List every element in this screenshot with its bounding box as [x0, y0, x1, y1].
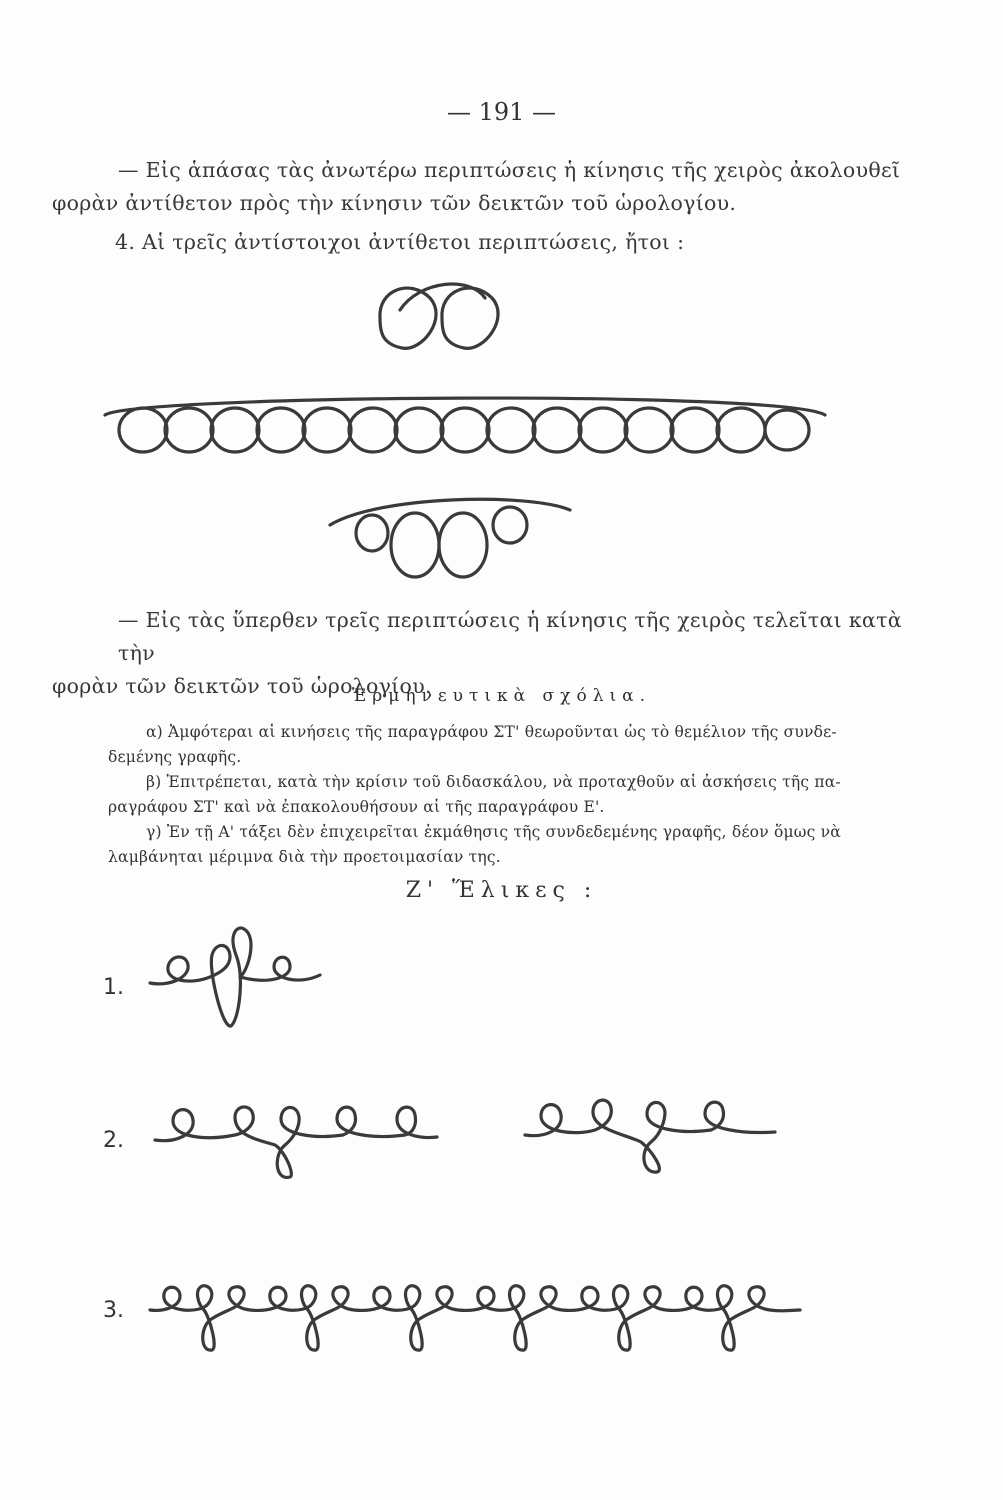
double-loop-figure	[360, 270, 520, 360]
page-number: — 191 —	[446, 98, 557, 126]
exercise-1-spiral-figure	[140, 915, 330, 1045]
section-heading: Ζ' Ἕλικες :	[405, 878, 598, 903]
long-loop-chain-figure	[95, 380, 835, 460]
item-4: 4. Αἱ τρεῖς ἀντίστοιχοι ἀντίθετοι περιπτώσεις, ἤτοι :	[115, 230, 685, 254]
note-c-line-1: γ) Ἐν τῇ Α' τάξει δὲν ἐπιχειρεῖται ἐκμάθησις τῆς συνδεδεμένης γραφῆς, δέον ὅμως νὰ	[146, 823, 841, 841]
note-b-line-1: β) Ἐπιτρέπεται, κατὰ τὴν κρίσιν τοῦ διδασκάλου, νὰ προταχθοῦν αἱ ἀσκήσεις τῆς πα-	[146, 773, 841, 791]
paragraph-1-line-1: — Εἰς ἁπάσας τὰς ἀνωτέρω περιπτώσεις ἡ κίνησις τῆς χειρὸς ἀκολουθεῖ	[118, 158, 901, 182]
note-b-line-2: ραγράφου ΣΤ' καὶ νὰ ἐπακολουθήσουν αἱ τῆς παραγράφου Ε'.	[108, 798, 605, 816]
exercise-1-label: 1.	[103, 975, 124, 1000]
note-a-line-2: δεμένης γραφῆς.	[108, 748, 242, 766]
medium-loop-chain-figure	[320, 485, 580, 590]
paragraph-2-line-1: — Εἰς τὰς ὕπερθεν τρεῖς περιπτώσεις ἡ κίνησις τῆς χειρὸς τελεῖται κατὰ τὴν	[118, 608, 902, 665]
paragraph-2-line-2: φορὰν τῶν δεικτῶν τοῦ ὡρολογίου.	[52, 674, 432, 698]
note-c-line-2: λαμβάνηται μέριμνα διὰ τὴν προετοιμασίαν της.	[108, 848, 501, 866]
notes-block	[108, 720, 868, 870]
exercise-2-label: 2.	[103, 1128, 124, 1153]
exercise-2-spiral-figure-right	[515, 1090, 785, 1180]
paragraph-1-line-2: φορὰν ἀντίθετον πρὸς τὴν κίνησιν τῶν δεικτῶν τοῦ ὡρολογίου.	[52, 191, 737, 215]
exercise-3-label: 3.	[103, 1298, 124, 1323]
exercise-2-spiral-figure-left	[145, 1095, 445, 1180]
paragraph-1	[52, 154, 908, 220]
exercise-3-spiral-figure	[140, 1270, 810, 1365]
note-a-line-1: α) Ἀμφότεραι αἱ κινήσεις τῆς παραγράφου ΣΤ' θεωροῦνται ὡς τὸ θεμέλιον τῆς συνδε-	[146, 723, 837, 741]
notes-heading: Ἑρμηνευτικὰ σχόλια.	[351, 686, 652, 706]
